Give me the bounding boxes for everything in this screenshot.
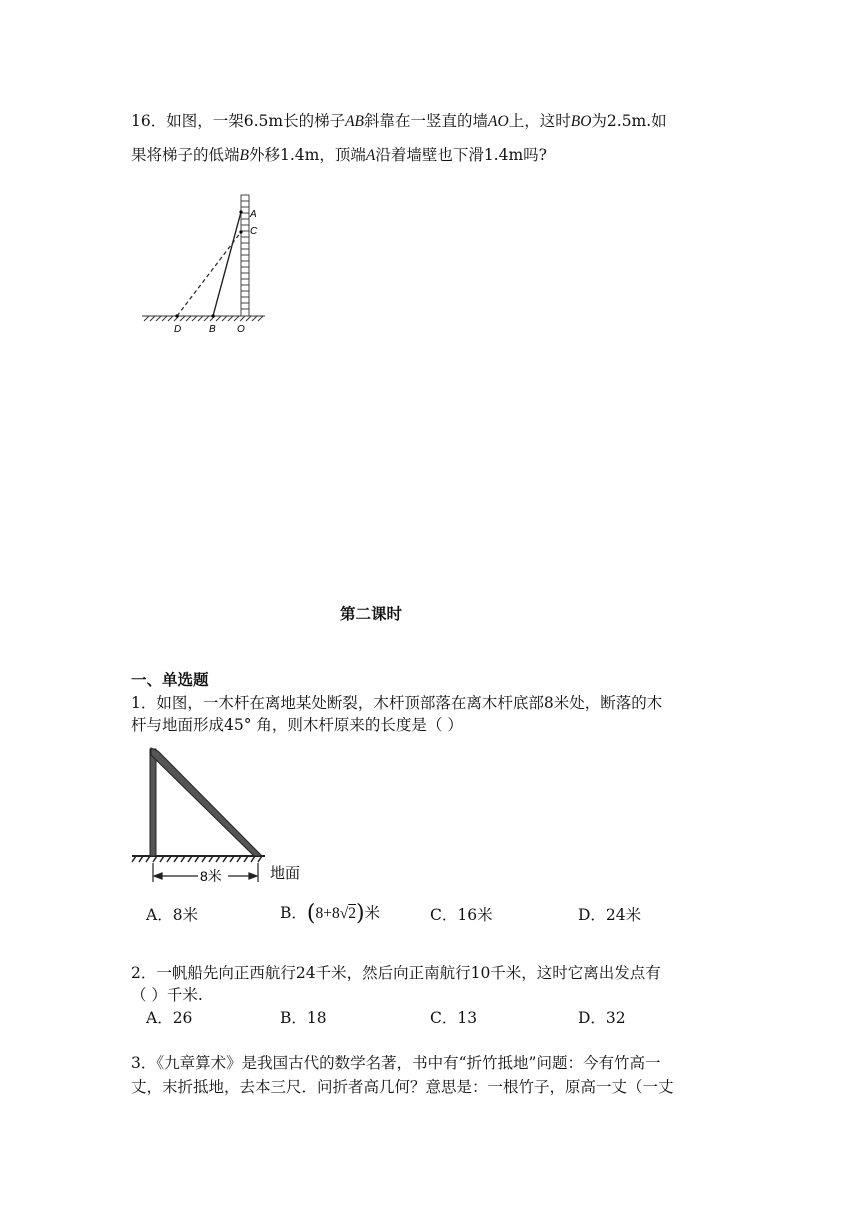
q16-text: 果将梯子的低端 xyxy=(131,146,240,164)
label-b: B xyxy=(209,324,216,335)
q1-option-b-expr: 8+8 xyxy=(315,905,340,922)
distance-label: 8米 xyxy=(200,868,222,884)
ladder-figure xyxy=(140,190,270,340)
q16-text: 为2.5m.如 xyxy=(591,112,667,130)
section-title: 一、单选题 xyxy=(131,671,209,689)
q1-line-2: 杆与地面形成45° 角，则木杆原来的长度是（ ） xyxy=(131,716,463,734)
q16-number: 16． xyxy=(131,112,167,130)
vertical-pole xyxy=(150,749,156,856)
q16-var-ab: AB xyxy=(345,113,365,130)
lesson-title: 第二课时 xyxy=(340,605,403,623)
label-a: A xyxy=(250,209,257,220)
q16-line-1 xyxy=(131,110,667,133)
q2-option-c[interactable]: C．13 xyxy=(430,1009,478,1027)
q16-var-a: A xyxy=(365,147,376,164)
q2-line-2: （ ）千米. xyxy=(131,986,203,1004)
q2-option-b[interactable]: B．18 xyxy=(280,1009,327,1027)
q16-var-b: B xyxy=(239,147,249,164)
broken-pole-figure xyxy=(130,745,310,885)
q16-text: 外移1.4m，顶端 xyxy=(248,146,366,164)
label-d: D xyxy=(174,324,182,335)
q3-line-2: 丈，末折抵地，去本三尺．问折者高几何？意思是：一根竹子，原高一丈（一丈 xyxy=(131,1078,674,1096)
q16-text: 如图，一架6.5m长的梯子 xyxy=(166,112,346,130)
ground-label: 地面 xyxy=(270,865,301,882)
q16-text: 斜靠在一竖直的墙 xyxy=(364,112,489,130)
q1-option-b[interactable]: B．(8+8√2)米 xyxy=(280,901,381,926)
q16-var-ao: AO xyxy=(488,113,509,130)
wall xyxy=(241,195,249,316)
q1-option-b-prefix: B． xyxy=(280,904,307,922)
q1-option-b-unit: 米 xyxy=(364,904,381,922)
label-c: C xyxy=(250,226,258,237)
q2-line-1: 2．一帆船先向正西航行24千米，然后向正南航行10千米，这时它离出发点有 xyxy=(131,964,661,982)
q1-option-b-root: 2 xyxy=(348,905,356,922)
q1-option-a[interactable]: A．8米 xyxy=(146,906,199,924)
q2-option-a[interactable]: A．26 xyxy=(146,1009,193,1027)
q16-line-2 xyxy=(131,144,547,167)
q16-var-bo: BO xyxy=(570,113,592,130)
broken-part xyxy=(151,748,262,856)
q16-text: 上，这时 xyxy=(508,112,571,130)
q1-line-1: 1．如图，一木杆在离地某处断裂，木杆顶部落在离木杆底部8米处，断落的木 xyxy=(131,694,663,712)
label-o: O xyxy=(237,324,245,335)
q3-line-1: 3．《九章算术》是我国古代的数学名著，书中有“折竹抵地”问题：今有竹高一 xyxy=(131,1054,661,1072)
q16-text: 沿着墙壁也下滑1.4m吗? xyxy=(375,146,547,164)
ground-hatching xyxy=(142,316,265,321)
q1-option-d[interactable]: D．24米 xyxy=(578,906,642,924)
q1-option-c[interactable]: C．16米 xyxy=(430,906,493,924)
ladder-dc-dashed xyxy=(177,232,241,316)
q2-option-d[interactable]: D．32 xyxy=(578,1009,626,1027)
